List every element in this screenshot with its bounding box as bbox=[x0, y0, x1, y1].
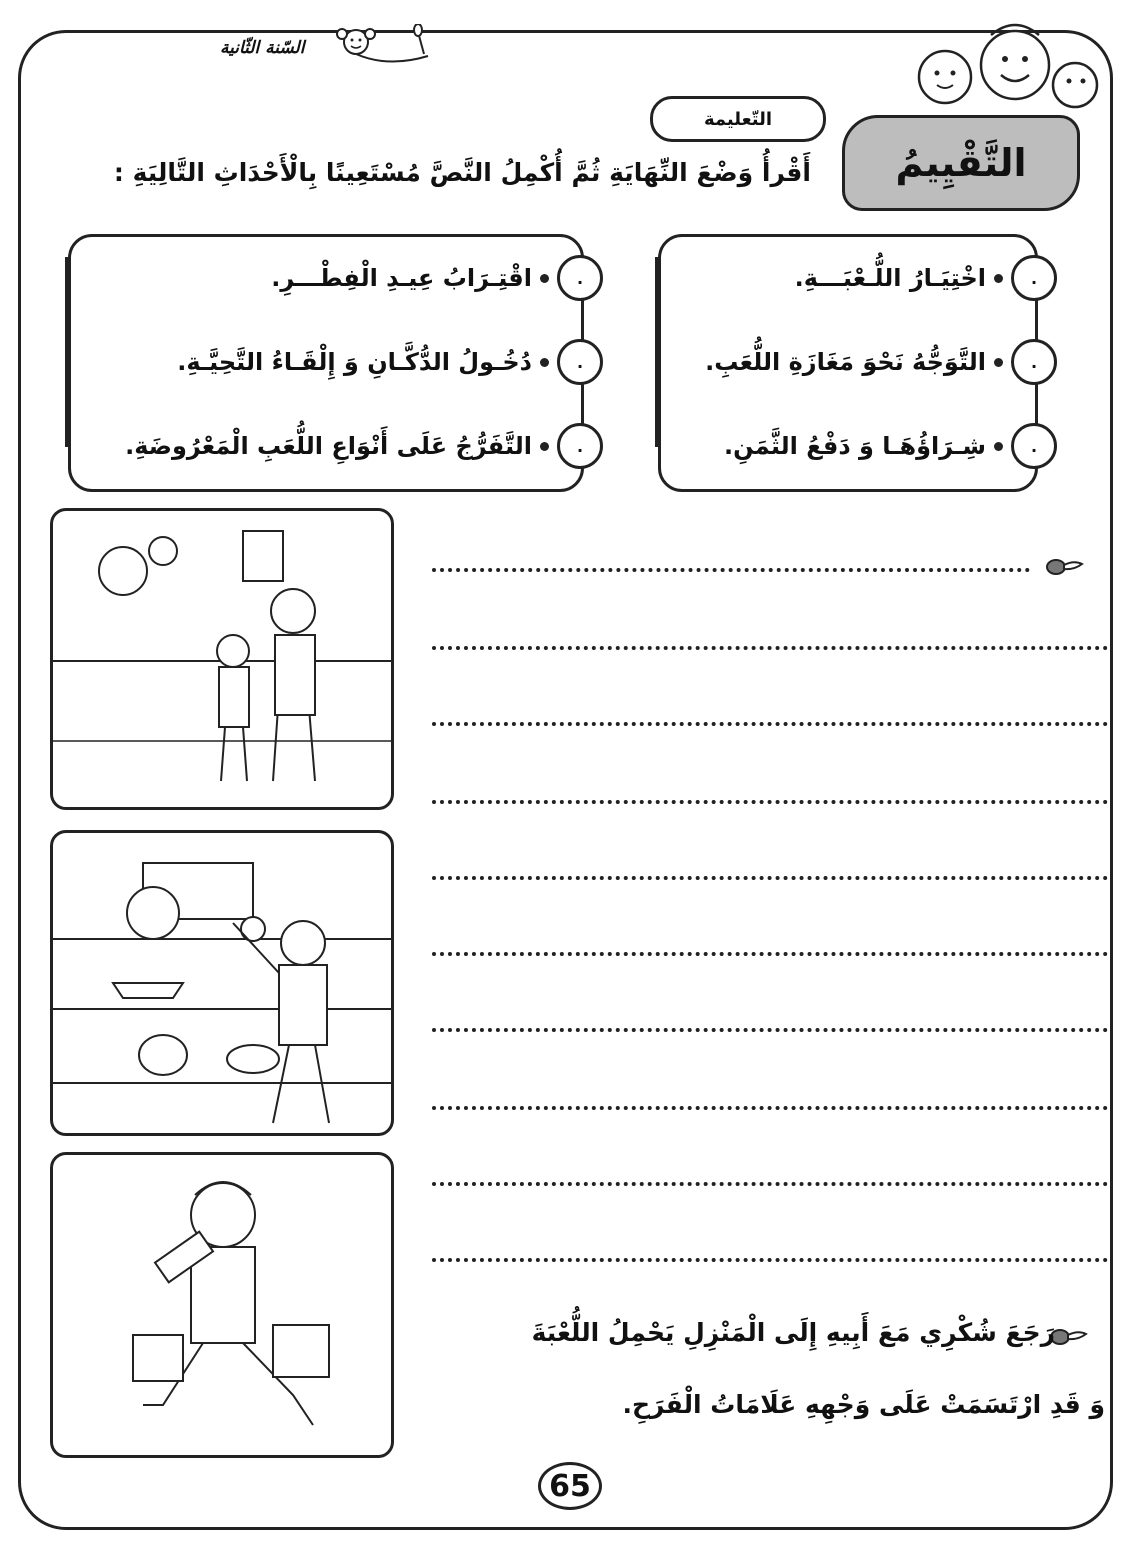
event-text: التَّوَجُّهُ نَحْوَ مَغَازَةِ اللُّعَبِ. bbox=[705, 348, 986, 376]
event-text: دُخُـولُ الدُّكَّـانِ وَ إِلْقَـاءُ التَّحِيَّـةِ. bbox=[177, 348, 532, 376]
number-circle[interactable]: . bbox=[557, 255, 603, 301]
answer-line[interactable] bbox=[432, 876, 1108, 880]
page-number: 65 bbox=[538, 1462, 602, 1510]
bullet-icon bbox=[994, 442, 1003, 451]
grade-label: السّنة الثّانية bbox=[220, 38, 305, 58]
bullet-icon bbox=[540, 274, 549, 283]
closing-text-line-1: رَجَعَ شُكْرِي مَعَ أَبِيهِ إِلَى الْمَنْزِلِ يَحْمِلُ اللُّعْبَةَ bbox=[531, 1318, 1055, 1347]
number-circle[interactable]: . bbox=[1011, 423, 1057, 469]
toy-shelf-scene-icon bbox=[53, 833, 391, 1133]
girl-icon bbox=[328, 24, 438, 72]
event-item bbox=[177, 339, 603, 385]
closing-text-line-2: وَ قَدِ ارْتَسَمَتْ عَلَى وَجْهِهِ عَلَامَاتُ الْفَرَحِ. bbox=[622, 1390, 1105, 1419]
arrow-icon bbox=[655, 257, 658, 447]
event-text: شِـرَاؤُهَـا وَ دَفْعُ الثَّمَنِ. bbox=[724, 432, 986, 460]
event-text: اقْتِـرَابُ عِيـدِ الْفِطْـــرِ. bbox=[271, 264, 532, 292]
illustration-boy-pointing-at-toys bbox=[50, 830, 394, 1136]
event-item bbox=[724, 423, 1057, 469]
section-title: التَّقْيِيمُ bbox=[842, 115, 1080, 211]
number-circle[interactable]: . bbox=[1011, 255, 1057, 301]
event-item bbox=[271, 255, 603, 301]
event-item bbox=[705, 339, 1057, 385]
answer-line[interactable] bbox=[432, 1258, 1108, 1262]
number-circle[interactable]: . bbox=[557, 339, 603, 385]
event-item bbox=[795, 255, 1057, 301]
boy-with-gift-icon bbox=[53, 1155, 391, 1455]
answer-line[interactable] bbox=[432, 722, 1108, 726]
answer-line[interactable] bbox=[432, 1028, 1108, 1032]
illustration-boy-carrying-gift bbox=[50, 1152, 394, 1458]
instruction-text: أَقْرأُ وَضْعَ النِّهَايَةِ ثُمَّ أُكْمِلُ النَّصَّ مُسْتَعِينًا بِالْأَحْدَاثِ التَّالِيَةِ : bbox=[113, 158, 811, 187]
event-text: التَّفَرُّجُ عَلَى أَنْوَاعِ اللُّعَبِ الْمَعْرُوضَةِ. bbox=[125, 432, 532, 460]
number-circle[interactable]: . bbox=[557, 423, 603, 469]
answer-line[interactable] bbox=[432, 800, 1108, 804]
answer-line[interactable] bbox=[432, 568, 1030, 572]
answer-line[interactable] bbox=[432, 952, 1108, 956]
answer-line[interactable] bbox=[432, 1106, 1108, 1110]
bullet-icon bbox=[540, 358, 549, 367]
bullet-icon bbox=[994, 274, 1003, 283]
events-box-right bbox=[658, 234, 1038, 492]
answer-line[interactable] bbox=[432, 646, 1108, 650]
instruction-badge: التّعليمة bbox=[650, 96, 826, 142]
events-box-left bbox=[68, 234, 584, 492]
bullet-icon bbox=[994, 358, 1003, 367]
brush-icon bbox=[1046, 556, 1084, 578]
kids-icon bbox=[905, 5, 1105, 115]
answer-line[interactable] bbox=[432, 1182, 1108, 1186]
illustration-toy-shop-entrance bbox=[50, 508, 394, 810]
brush-icon bbox=[1050, 1326, 1088, 1348]
shop-scene-icon bbox=[53, 511, 391, 807]
bullet-icon bbox=[540, 442, 549, 451]
event-item bbox=[125, 423, 603, 469]
number-circle[interactable]: . bbox=[1011, 339, 1057, 385]
arrow-icon bbox=[65, 257, 68, 447]
event-text: اخْتِيَـارُ اللُّـعْبَـــةِ. bbox=[794, 264, 986, 292]
